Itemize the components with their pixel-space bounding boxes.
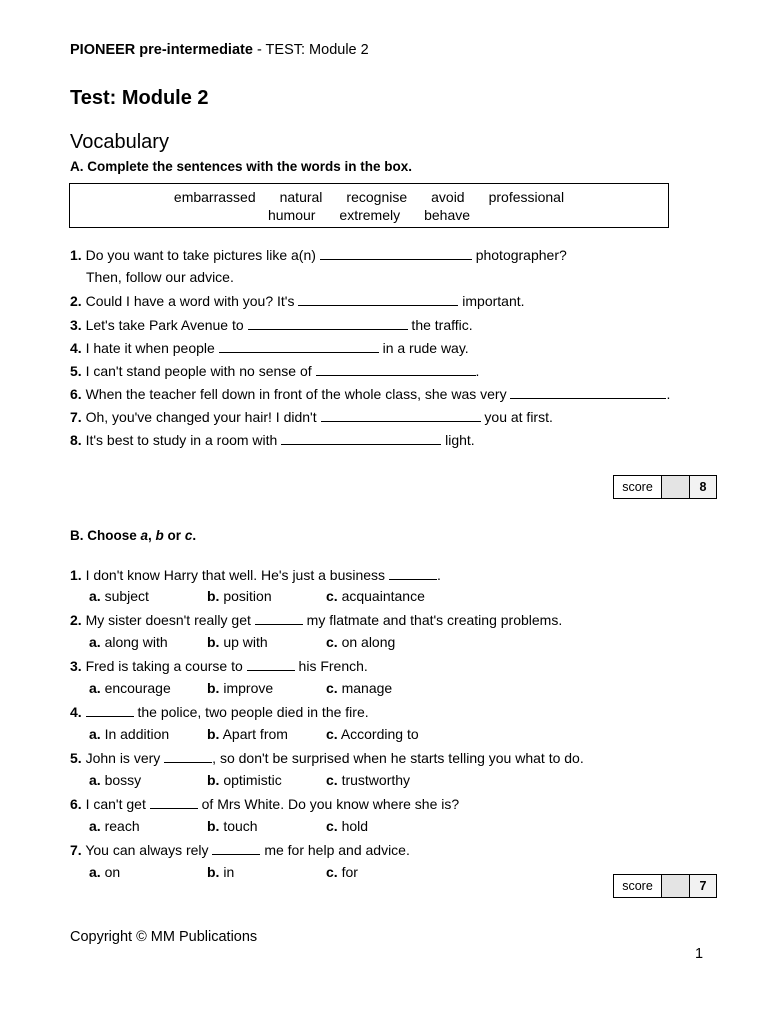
option-text: touch [223,818,258,834]
option-b[interactable] [207,772,282,788]
score-total: 7 [690,875,716,897]
score-box-b [613,874,717,898]
score-total: 8 [690,476,716,498]
item-number: 5. [70,363,82,379]
option-letter: c. [326,772,338,788]
option-letter: a. [89,818,101,834]
word-box [69,183,669,228]
word-box-word: behave [424,207,471,223]
part-b-item [70,841,410,858]
part-a-item [70,339,469,356]
part-a-item [70,385,670,402]
part-b-item [70,795,459,812]
option-a[interactable] [89,680,171,696]
option-letter: a. [89,680,101,696]
item-number: 2. [70,612,82,628]
option-text: hold [341,818,369,834]
item-number: 1. [70,567,82,583]
option-letter: c. [326,726,338,742]
item-text: I can't stand people with no sense of [85,363,316,379]
item-text: photographer? [471,247,567,263]
item-text: John is very [85,750,165,766]
answer-blank[interactable] [255,611,303,625]
item-text: my flatmate and that's creating problems. [302,612,563,628]
item-text: of Mrs White. Do you know where she is? [197,796,460,812]
item-number: 6. [70,796,82,812]
option-text: In addition [104,726,170,742]
score-box-a [613,475,717,499]
word-box-row-2 [70,207,668,223]
score-label: score [614,476,662,498]
option-b[interactable] [207,588,272,604]
part-b-item [70,566,441,583]
copyright: Copyright © MM Publications [70,929,258,945]
option-text: acquaintance [341,588,425,604]
option-text: optimistic [223,772,282,788]
option-letter: c. [326,680,338,696]
option-b[interactable] [207,818,258,834]
option-b[interactable] [207,864,234,880]
part-a-item [70,292,525,309]
option-c[interactable] [326,680,392,696]
option-letter: a. [89,864,101,880]
answer-blank[interactable] [298,292,458,306]
option-b[interactable] [207,680,273,696]
item-text: . [475,363,480,379]
part-b-item [70,703,369,720]
option-letter: c. [326,634,338,650]
option-text: improve [223,680,274,696]
option-letter: b. [207,680,220,696]
option-text: According to [340,726,419,742]
answer-blank[interactable] [247,657,295,671]
item-text: Let's take Park Avenue to [85,317,248,333]
part-a-item [70,362,479,379]
item-text: Could I have a word with you? It's [85,293,299,309]
option-b[interactable] [207,634,268,650]
answer-blank[interactable] [316,362,476,376]
option-text: encourage [104,680,171,696]
option-c[interactable] [326,634,395,650]
option-text: on [104,864,121,880]
answer-blank[interactable] [321,408,481,422]
item-number: 7. [70,842,82,858]
instruction-text: , [148,528,156,543]
part-a-item [70,316,473,333]
word-box-word: embarrassed [173,189,256,205]
option-a[interactable] [89,726,169,742]
option-a[interactable] [89,772,141,788]
item-number: 4. [70,340,82,356]
option-letter: a. [89,726,101,742]
item-text: I don't know Harry that well. He's just a business [85,567,389,583]
instruction-letter: b [155,528,164,543]
answer-blank[interactable] [281,431,441,445]
section-title: Vocabulary [70,131,169,153]
item-number: 3. [70,658,82,674]
option-c[interactable] [326,588,425,604]
answer-blank[interactable] [510,385,666,399]
item-number: 1. [70,247,82,263]
score-input[interactable] [662,875,690,897]
option-letter: b. [207,634,220,650]
option-c[interactable] [326,818,368,834]
option-b[interactable] [207,726,288,742]
item-number: 5. [70,750,82,766]
option-letter: c. [326,818,338,834]
item-text: When the teacher fell down in front of the whole class, she was very [85,386,511,402]
part-b-item [70,749,584,766]
item-text: his French. [294,658,368,674]
option-c[interactable] [326,864,358,880]
answer-blank[interactable] [164,749,212,763]
instruction-text: B. Choose [70,528,141,543]
word-box-word: humour [267,207,316,223]
item-text: I can't get [85,796,150,812]
instruction-text: or [163,528,185,543]
word-box-word: professional [488,189,565,205]
item-text: . [666,386,671,402]
option-text: reach [104,818,140,834]
header-series: PIONEER pre-intermediate [70,42,253,58]
item-text: you at first. [480,409,553,425]
instruction-letter: c [184,528,193,543]
instruction-letter: a [140,528,149,543]
option-letter: c. [326,588,338,604]
option-letter: a. [89,588,101,604]
item-text: You can always rely [85,842,213,858]
answer-blank[interactable] [389,566,437,580]
score-label: score [614,875,662,897]
part-a-item [70,431,475,448]
option-letter: a. [89,634,101,650]
item-text: I hate it when people [85,340,219,356]
part-b-item [70,611,562,628]
option-text: Apart from [222,726,288,742]
word-box-word: recognise [346,189,408,205]
option-a[interactable] [89,864,120,880]
page-title: Test: Module 2 [70,87,209,109]
word-box-word: avoid [431,189,465,205]
item-text: Oh, you've changed your hair! I didn't [85,409,321,425]
item-number: 2. [70,293,82,309]
option-letter: c. [326,864,338,880]
item-number: 4. [70,704,82,720]
item-text: , so don't be surprised when he starts telling you what to do. [212,750,584,766]
option-text: on along [341,634,396,650]
answer-blank[interactable] [248,316,408,330]
part-b-instruction [70,528,196,543]
page-number: 1 [695,946,704,962]
item-text: important. [458,293,525,309]
item-text: . [436,567,441,583]
option-letter: b. [207,772,220,788]
option-text: subject [104,588,149,604]
item-text: It's best to study in a room with [85,432,282,448]
option-letter: b. [207,818,220,834]
part-b-item [70,657,368,674]
option-text: manage [341,680,393,696]
item-number: 3. [70,317,82,333]
option-letter: b. [207,726,220,742]
item-text: in a rude way. [378,340,469,356]
answer-blank[interactable] [212,841,260,855]
option-c[interactable] [326,726,419,742]
option-letter: b. [207,864,220,880]
option-text: trustworthy [341,772,411,788]
item-text: Fred is taking a course to [85,658,247,674]
option-text: in [223,864,235,880]
word-box-word: natural [279,189,323,205]
header-test: - TEST: Module 2 [252,42,369,58]
answer-blank[interactable] [219,339,379,353]
item-number: 6. [70,386,82,402]
item-text: My sister doesn't really get [85,612,255,628]
option-text: up with [223,634,268,650]
item-text: the traffic. [407,317,473,333]
option-a[interactable] [89,588,149,604]
item-number: 7. [70,409,82,425]
option-a[interactable] [89,634,168,650]
answer-blank[interactable] [150,795,198,809]
word-box-word: extremely [339,207,401,223]
word-box-row-1 [70,189,668,205]
option-text: for [341,864,358,880]
instruction-text: . [192,528,197,543]
answer-blank[interactable] [86,703,134,717]
page-header [70,42,369,58]
option-letter: b. [207,588,220,604]
score-input[interactable] [662,476,690,498]
part-a-item [70,408,553,425]
item-text: the police, two people died in the fire. [133,704,369,720]
item-text: me for help and advice. [260,842,410,858]
part-a-item-continuation: Then, follow our advice. [86,269,234,285]
option-c[interactable] [326,772,410,788]
option-text: bossy [104,772,142,788]
option-a[interactable] [89,818,140,834]
answer-blank[interactable] [320,246,472,260]
item-number: 8. [70,432,82,448]
option-text: position [223,588,272,604]
option-letter: a. [89,772,101,788]
part-a-instruction: A. Complete the sentences with the words in the box. [70,159,413,174]
option-text: along with [104,634,168,650]
part-a-item [70,246,567,263]
item-text: Do you want to take pictures like a(n) [85,247,320,263]
item-text: light. [441,432,475,448]
